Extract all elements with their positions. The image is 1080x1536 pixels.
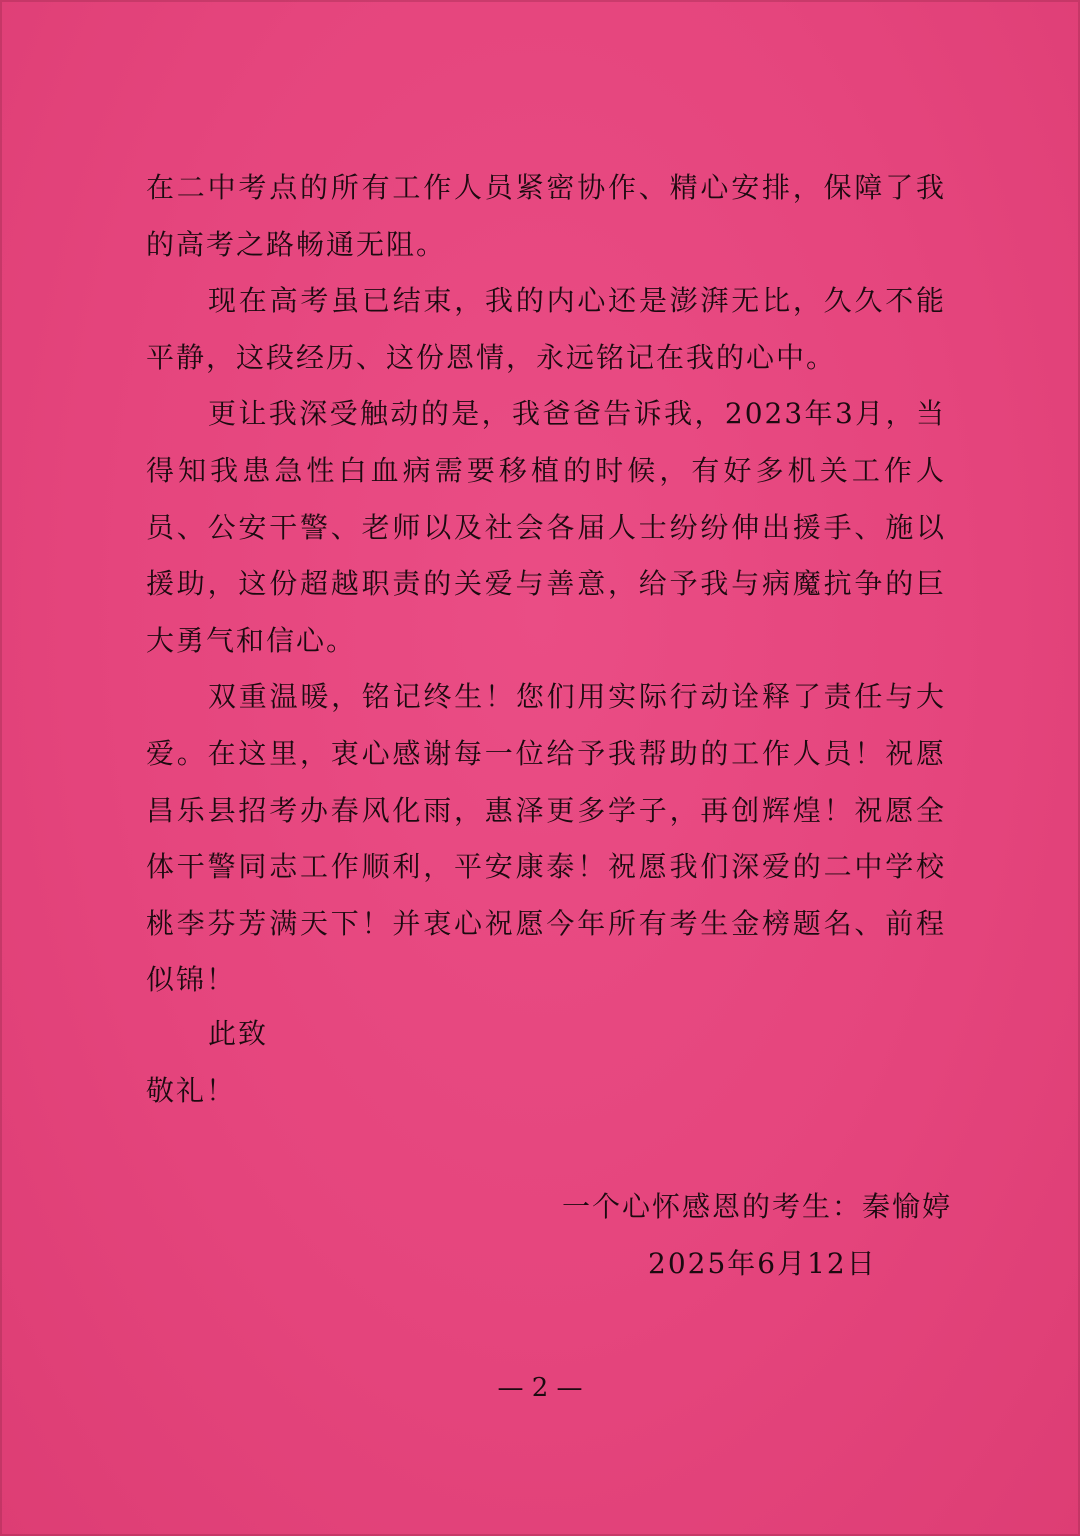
page-number: — 2 —	[497, 1373, 583, 1403]
closing-regards: 敬礼！	[146, 1074, 237, 1107]
paragraph-4: 双重温暖，铭记终生！您们用实际行动诠释了责任与大爱。在这里，衷心感谢每一位给予我帮助的工作人员！祝愿昌乐县招考办春风化雨，惠泽更多学子，再创辉煌！祝愿全体干警同志工作顺利，平安康泰！祝愿我们深爱的二中学校桃李芬芳满天下！并衷心祝愿今年所有考生金榜题名、前程似锦！	[146, 680, 946, 997]
paragraph-2: 现在高考虽已结束，我的内心还是澎湃无比，久久不能平静，这段经历、这份恩情，永远铭记在我的心中。	[146, 284, 946, 374]
closing-salutation: 此致	[208, 1017, 269, 1050]
signature: 一个心怀感恩的考生：秦愉婷	[561, 1190, 952, 1223]
letter-date: 2025年6月12日	[648, 1247, 877, 1280]
paragraph-3: 更让我深受触动的是，我爸爸告诉我，2023年3月，当得知我患急性白血病需要移植的时候，有好多机关工作人员、公安干警、老师以及社会各届人士纷纷伸出援手、施以援助，这份超越职责的关爱与善意，给予我与病魔抗争的巨大勇气和信心。	[146, 397, 946, 657]
paragraph-1: 在二中考点的所有工作人员紧密协作、精心安排，保障了我的高考之路畅通无阻。	[146, 171, 946, 261]
letter-body	[146, 160, 946, 1009]
